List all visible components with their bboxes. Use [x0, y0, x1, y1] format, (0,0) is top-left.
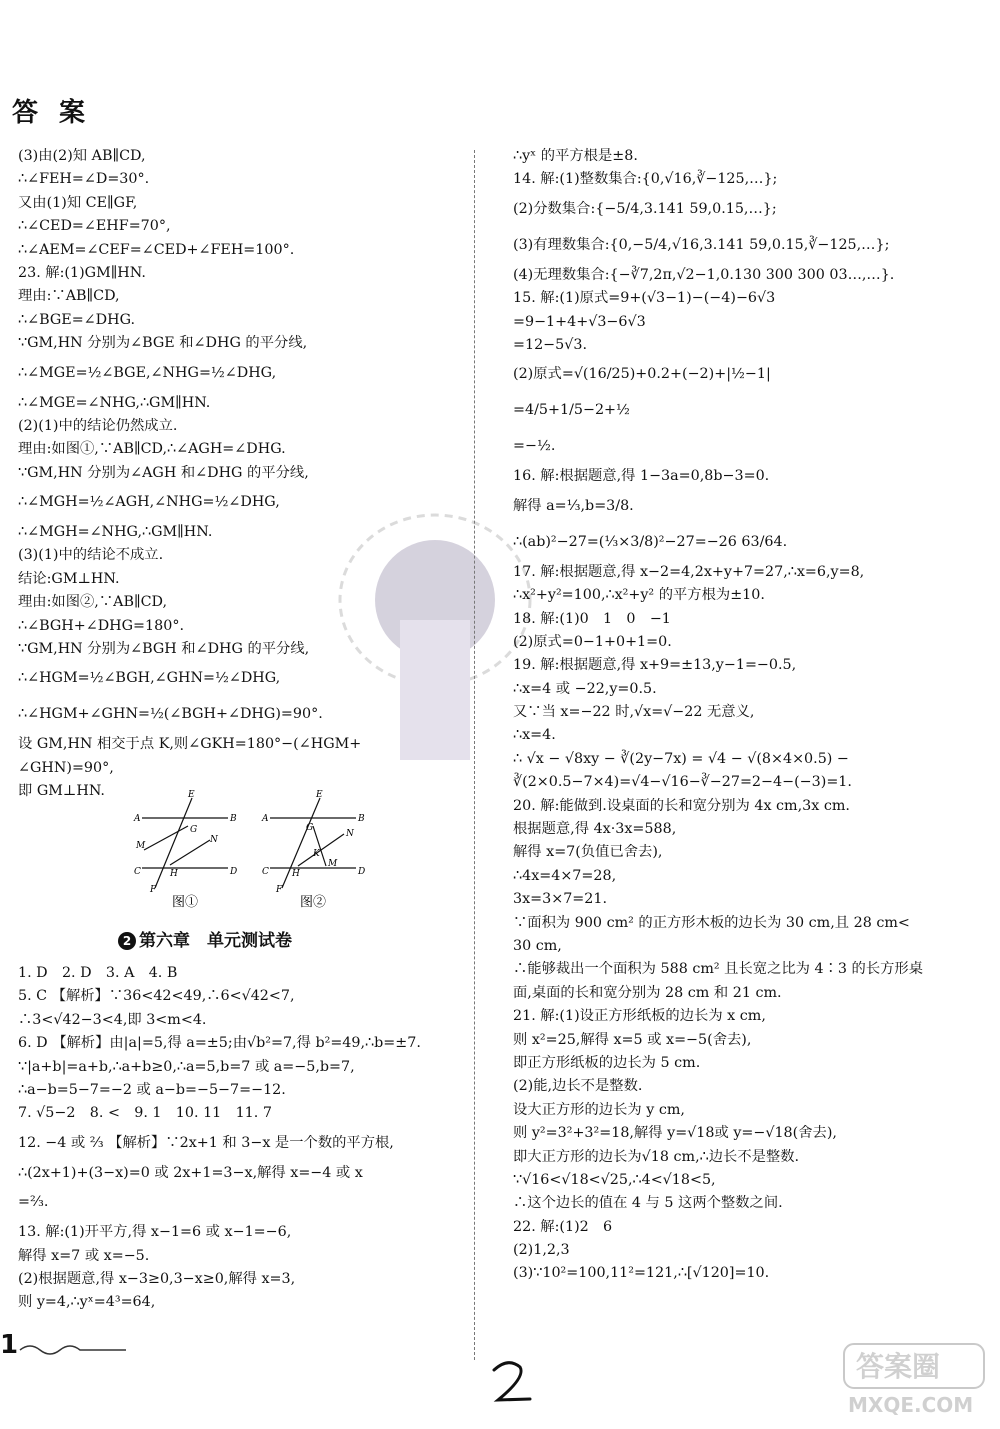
- answer-line: 22. 解:(1)2 6: [513, 1218, 613, 1235]
- answer-line: 即 GM⊥HN.: [18, 783, 105, 800]
- answer-line: (3)(1)中的结论不成立.: [18, 547, 164, 564]
- answer-line: (3)∵10²=100,11²=121,∴[√120]=10.: [513, 1265, 770, 1282]
- fig1-label: G: [190, 825, 198, 835]
- answer-line: 20. 解:能做到.设桌面的长和宽分别为 4x cm,3x cm.: [513, 797, 850, 814]
- answer-line: ∴x=4.: [513, 727, 556, 744]
- answer-line: 16. 解:根据题意,得 1−3a=0,8b−3=0.: [513, 468, 770, 485]
- answer-line: ∴x²+y²=100,∴x²+y² 的平方根为±10.: [513, 587, 765, 604]
- figure-caption: 图①: [172, 895, 199, 910]
- answer-line: =⅔.: [18, 1194, 49, 1211]
- column-divider: [474, 150, 475, 1360]
- answer-line: ∴4x=4×7=28,: [513, 867, 617, 884]
- answer-line: (2)原式=√(16/25)+0.2+(−2)+|½−1|: [513, 366, 771, 383]
- fig1-label: N: [210, 835, 218, 845]
- answer-line: (2)能,边长不是整数.: [513, 1078, 643, 1095]
- answer-line: ∴yˣ 的平方根是±8.: [513, 148, 638, 164]
- answer-line: ∵GM,HN 分别为∠BGH 和∠DHG 的平分线,: [18, 641, 310, 658]
- decorative-swirl-icon: [18, 1340, 128, 1356]
- answer-line: ∵GM,HN 分别为∠BGE 和∠DHG 的平分线,: [18, 335, 308, 352]
- page-number: 1: [0, 1330, 19, 1360]
- answer-line: 7. √5−2 8. < 9. 1 10. 11 11. 7: [18, 1105, 272, 1122]
- answer-line: 5. C 【解析】∵36<42<49,∴6<√42<7,: [18, 988, 295, 1005]
- answer-line: ∛(2×0.5−7×4)=√4−√16−∛−27=2−4−(−3)=1.: [513, 774, 852, 791]
- answer-line: 解得 x=7(负值已舍去),: [513, 844, 663, 861]
- answer-line: 14. 解:(1)整数集合:{0,√16,∛−125,…};: [513, 171, 778, 188]
- answer-line: ∴ √x − √8xy − ∛(2y−7x) = √4 − √(8×4×0.5) −: [513, 750, 849, 767]
- fig1-label: H: [170, 869, 178, 879]
- answer-line: ∴这个边长的值在 4 与 5 这两个整数之间.: [513, 1195, 783, 1212]
- answer-line: ∵√16<√18<√25,∴4<√18<5,: [513, 1171, 716, 1188]
- answer-line: 面,桌面的长和宽分别为 28 cm 和 21 cm.: [513, 984, 782, 1001]
- answer-line: ∴x=4 或 −22,y=0.5.: [513, 680, 657, 697]
- answer-line: ∴∠FEH=∠D=30°.: [18, 171, 150, 188]
- fig2-label: A: [262, 814, 269, 824]
- fig1-label: B: [230, 814, 237, 824]
- answer-line: 设 GM,HN 相交于点 K,则∠GKH=180°−(∠HGM+: [18, 736, 362, 753]
- figure-2: [261, 790, 365, 910]
- fig2-label: D: [358, 867, 366, 877]
- answer-line: 解得 x=7 或 x=−5.: [18, 1247, 150, 1264]
- answer-line: 21. 解:(1)设正方形纸板的边长为 x cm,: [513, 1008, 766, 1025]
- fig2-label: K: [313, 849, 320, 859]
- answer-line: ∴∠BGE=∠DHG.: [18, 311, 136, 328]
- answer-line: 即大正方形的边长为√18 cm,∴边长不是整数.: [513, 1148, 800, 1165]
- answer-line: ∵|a+b|=a+b,∴a+b≥0,∴a=5,b=7 或 a=−5,b=7,: [18, 1058, 355, 1075]
- answer-line: (2)原式=0−1+0+1=0.: [513, 633, 672, 650]
- answer-line: ∠GHN)=90°,: [18, 759, 114, 776]
- answer-line: 设大正方形的边长为 y cm,: [513, 1101, 685, 1118]
- answer-line: (2)根据题意,得 x−3≥0,3−x≥0,解得 x=3,: [18, 1270, 296, 1287]
- answer-line: 根据题意,得 4x·3x=588,: [513, 821, 677, 838]
- answer-line: =−½.: [513, 438, 556, 455]
- answer-line: 解得 a=⅓,b=3/8.: [513, 497, 634, 514]
- fig2-label: C: [262, 867, 269, 877]
- section-title: [118, 926, 292, 951]
- answer-line: 又由(1)知 CE∥GF,: [18, 194, 138, 211]
- answer-line: ∵GM,HN 分别为∠AGH 和∠DHG 的平分线,: [18, 464, 309, 481]
- answer-line: 则 y²=3²+3²=18,解得 y=√18或 y=−√18(舍去),: [513, 1125, 837, 1142]
- answer-line: 结论:GM⊥HN.: [18, 570, 120, 587]
- answer-line: ∴∠MGE=½∠BGE,∠NHG=½∠DHG,: [18, 364, 277, 381]
- fig1-label: C: [134, 867, 141, 877]
- answer-line: (2)分数集合:{−5/4,3.141 59,0.15̇,…};: [513, 200, 777, 217]
- left-column-lower: [18, 963, 463, 1316]
- answer-line: ∴∠HGM=½∠BGH,∠GHN=½∠DHG,: [18, 670, 281, 687]
- answer-line: =4/5+1/5−2+½: [513, 402, 630, 419]
- answer-line: ∴∠BGH+∠DHG=180°.: [18, 617, 185, 634]
- answer-line: 又∵当 x=−22 时,√x=√−22 无意义,: [513, 704, 755, 721]
- fig1-label: E: [188, 790, 195, 800]
- answer-line: 13. 解:(1)开平方,得 x−1=6 或 x−1=−6,: [18, 1224, 292, 1241]
- fig2-label: F: [276, 885, 283, 895]
- answer-line: 19. 解:根据题意,得 x+9=±13,y−1=−0.5,: [513, 657, 797, 674]
- answer-line: ∴3<√42−3<4,即 3<m<4.: [18, 1011, 207, 1028]
- answer-line: 1. D 2. D 3. A 4. B: [18, 965, 178, 981]
- left-column: [18, 146, 463, 805]
- answer-line: 则 y=4,∴yˣ=4³=64,: [18, 1294, 156, 1311]
- answer-line: 3x=3×7=21.: [513, 891, 608, 908]
- watermark-stamp: [836, 1340, 996, 1420]
- answer-line: (3)由(2)知 AB∥CD,: [18, 148, 146, 164]
- page-title: 答 案: [12, 98, 92, 128]
- fig2-label: B: [358, 814, 365, 824]
- handwritten-mark: [486, 1355, 536, 1410]
- answer-line: 理由:如图②,∵AB∥CD,: [18, 594, 168, 611]
- answer-line: (2)(1)中的结论仍然成立.: [18, 417, 178, 434]
- answer-line: ∴∠MGH=∠NHG,∴GM∥HN.: [18, 524, 213, 541]
- section-title-text: 第六章 单元测试卷: [139, 931, 292, 951]
- answer-line: ∴∠CED=∠EHF=70°,: [18, 218, 171, 235]
- fig2-label: M: [328, 859, 338, 869]
- answer-line: 17. 解:根据题意,得 x−2=4,2x+y+7=27,∴x=6,y=8,: [513, 563, 865, 580]
- answer-line: ∴a−b=5−7=−2 或 a−b=−5−7=−12.: [18, 1081, 286, 1098]
- answer-line: ∴∠MGH=½∠AGH,∠NHG=½∠DHG,: [18, 494, 280, 511]
- watermark-url: MXQE.COM: [848, 1393, 974, 1417]
- answer-line: (2)1,2,3: [513, 1242, 570, 1259]
- fig1-label: A: [134, 814, 141, 824]
- answer-line: ∴(2x+1)+(3−x)=0 或 2x+1=3−x,解得 x=−4 或 x: [18, 1164, 363, 1181]
- fig2-label: N: [346, 829, 354, 839]
- answer-line: (3)有理数集合:{0,−5/4,√16,3.141 59,0.15̇,∛−125,…};: [513, 236, 890, 253]
- watermark-text: 答案圈: [856, 1350, 941, 1383]
- answer-line: ∴∠HGM+∠GHN=½(∠BGH+∠DHG)=90°.: [18, 706, 323, 723]
- answer-line: 理由:如图①,∵AB∥CD,∴∠AGH=∠DHG.: [18, 441, 286, 458]
- answer-line: 6. D 【解析】由|a|=5,得 a=±5;由√b²=7,得 b²=49,∴b=±7.: [18, 1035, 421, 1052]
- answer-line: (4)无理数集合:{−∛7,2π,√2−1,0.130 300 300 03…,…}.: [513, 266, 895, 283]
- answer-line: =12−5√3.: [513, 336, 587, 353]
- answer-line: 即正方形纸板的边长为 5 cm.: [513, 1054, 701, 1071]
- geometry-figures: [130, 790, 390, 910]
- answer-line: 18. 解:(1)0 1 0 −1: [513, 610, 671, 627]
- section-number-badge: 2: [118, 932, 136, 950]
- figure-caption: 图②: [300, 895, 327, 910]
- fig2-label: H: [292, 869, 300, 879]
- answer-line: 则 x²=25,解得 x=5 或 x=−5(舍去),: [513, 1031, 752, 1048]
- answer-line: ∴∠MGE=∠NHG,∴GM∥HN.: [18, 394, 211, 411]
- answer-line: 30 cm,: [513, 937, 562, 954]
- figure-1: [133, 790, 237, 910]
- answer-line: ∴∠AEM=∠CEF=∠CED+∠FEH=100°.: [18, 241, 295, 258]
- fig2-label: G: [306, 823, 314, 833]
- answer-line: ∴(ab)²−27=(⅓×3/8)²−27=−26 63/64.: [513, 533, 788, 550]
- question-23-header: 23. 解:(1)GM∥HN.: [18, 264, 146, 281]
- answer-line: 理由:∵AB∥CD,: [18, 288, 120, 305]
- fig2-label: E: [316, 790, 323, 800]
- fig1-label: M: [136, 841, 146, 851]
- answer-line: 15. 解:(1)原式=9+(√3−1)−(−4)−6√3: [513, 290, 776, 307]
- fig1-label: F: [150, 885, 157, 895]
- fig1-label: D: [230, 867, 238, 877]
- answer-line: ∴能够裁出一个面积为 588 cm² 且长宽之比为 4∶3 的长方形桌: [513, 961, 924, 978]
- answer-line: 12. −4 或 ⅔ 【解析】∵2x+1 和 3−x 是一个数的平方根,: [18, 1134, 394, 1151]
- answer-line: ∵面积为 900 cm² 的正方形木板的边长为 30 cm,且 28 cm<: [513, 914, 910, 931]
- right-column: [513, 146, 983, 1287]
- answer-line: =9−1+4+√3−6√3: [513, 313, 646, 330]
